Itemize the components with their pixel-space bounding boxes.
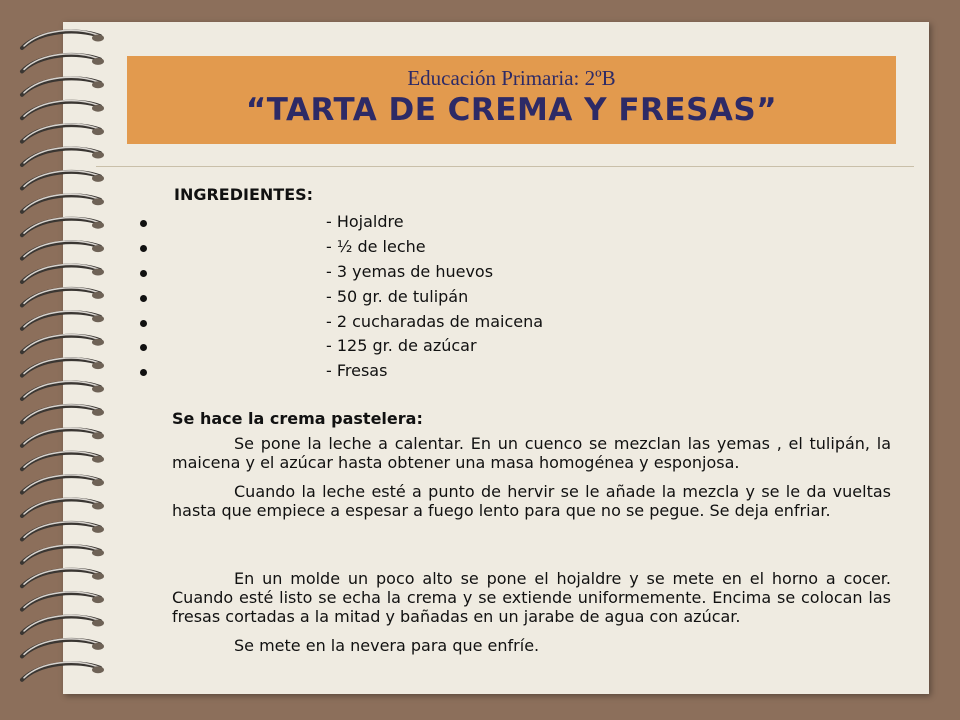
spiral-binding xyxy=(0,0,125,720)
ingredient-text: - Fresas xyxy=(326,361,388,380)
binding-hole xyxy=(92,105,104,112)
binding-hole xyxy=(92,596,104,603)
instruction-paragraph: Se pone la leche a calentar. En un cuenco se mezclan las yemas , el tulipán, la maicena y el azúcar hasta obtener una masa homogénea y esponjosa. xyxy=(172,434,891,472)
instruction-paragraph: Cuando la leche esté a punto de hervir se le añade la mezcla y se le da vueltas hasta que empiece a espesar a fuego lento para que no se pegue. Se deja enfriar. xyxy=(172,482,891,520)
ingredient-text: - 125 gr. de azúcar xyxy=(326,336,477,355)
bullet-icon xyxy=(140,245,147,252)
bullet-icon xyxy=(140,220,147,227)
binding-hole xyxy=(92,292,104,299)
divider-line xyxy=(96,166,914,167)
binding-hole xyxy=(92,409,104,416)
binding-hole xyxy=(92,526,104,533)
binding-hole xyxy=(92,620,104,627)
ingredient-text: - 3 yemas de huevos xyxy=(326,262,494,281)
binding-hole xyxy=(92,339,104,346)
instruction-paragraph: En un molde un poco alto se pone el hojaldre y se mete en el horno a cocer. Cuando esté listo se echa la crema y se extiende uniformemente. Encima se colocan las fresas cortadas a la mitad y bañadas en un jarabe de agua con azúcar. xyxy=(172,569,891,626)
bullet-icon xyxy=(140,270,147,277)
instruction-paragraph: Se mete en la nevera para que enfríe. xyxy=(234,636,540,655)
binding-hole xyxy=(92,128,104,135)
binding-hole xyxy=(92,198,104,205)
binding-hole xyxy=(92,245,104,252)
binding-hole xyxy=(92,269,104,276)
ingredient-text: - 2 cucharadas de maicena xyxy=(326,312,544,331)
binding-hole xyxy=(92,58,104,65)
header-subtitle: Educación Primaria: 2ºB xyxy=(407,66,616,90)
binding-hole xyxy=(92,35,104,42)
binding-hole xyxy=(92,643,104,650)
binding-hole xyxy=(92,573,104,580)
bullet-icon xyxy=(140,295,147,302)
preparation-heading: Se hace la crema pastelera: xyxy=(172,409,423,428)
binding-hole xyxy=(92,386,104,393)
binding-hole xyxy=(92,175,104,182)
binding-hole xyxy=(92,456,104,463)
binding-hole xyxy=(92,222,104,229)
bullet-icon xyxy=(140,369,147,376)
bullet-icon xyxy=(140,344,147,351)
ingredient-text: - ½ de leche xyxy=(326,237,426,256)
bullet-icon xyxy=(140,320,147,327)
binding-hole xyxy=(92,503,104,510)
binding-hole xyxy=(92,152,104,159)
ingredient-text: - 50 gr. de tulipán xyxy=(326,287,469,306)
binding-hole xyxy=(92,362,104,369)
binding-hole xyxy=(92,549,104,556)
binding-hole xyxy=(92,81,104,88)
binding-hole xyxy=(92,315,104,322)
ingredient-text: - Hojaldre xyxy=(326,212,404,231)
recipe-title: “TARTA DE CREMA Y FRESAS” xyxy=(245,92,778,128)
binding-hole xyxy=(92,432,104,439)
ingredients-heading: INGREDIENTES: xyxy=(174,185,314,204)
header-banner xyxy=(127,56,896,144)
binding-hole xyxy=(92,479,104,486)
binding-hole xyxy=(92,666,104,673)
